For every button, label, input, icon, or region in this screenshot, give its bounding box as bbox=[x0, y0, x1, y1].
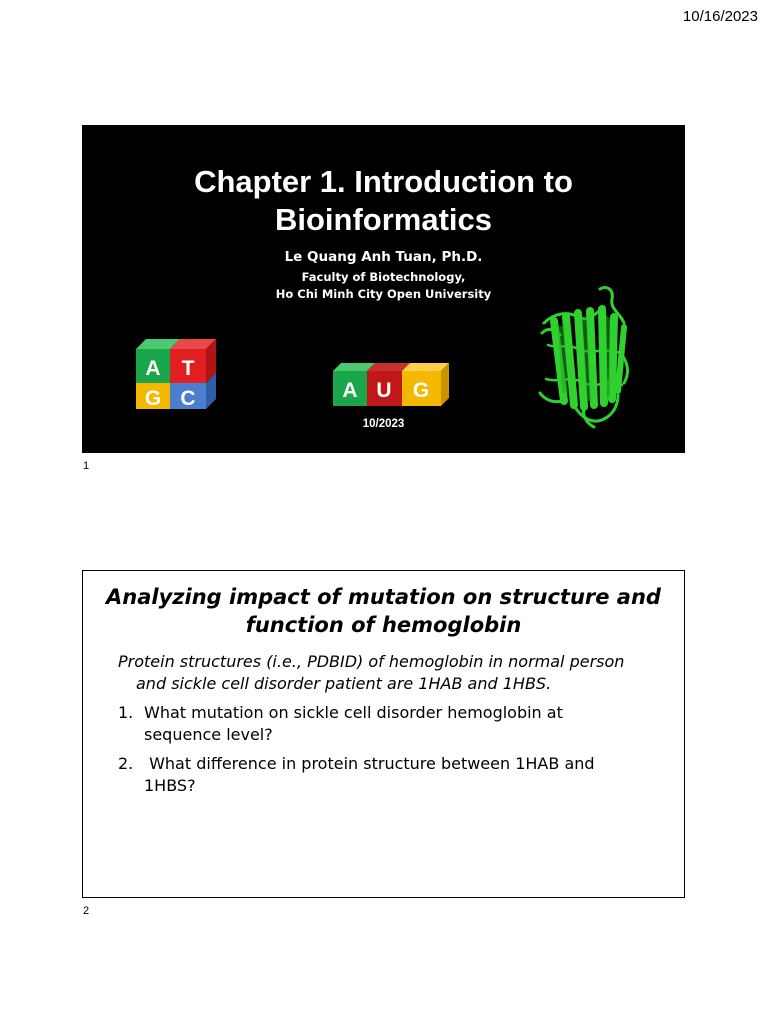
slide2-title bbox=[83, 583, 684, 639]
document-date: 10/16/2023 bbox=[682, 8, 758, 25]
dna-letter-a: A bbox=[145, 357, 161, 380]
slide2-title-line1: Analyzing impact of mutation on structure and bbox=[106, 585, 661, 609]
slide2-title-line2: function of hemoglobin bbox=[245, 613, 522, 637]
codon-letter-a: A bbox=[342, 379, 358, 402]
question-number: 1. bbox=[118, 703, 134, 722]
question-number: 2. bbox=[118, 754, 134, 773]
dna-letter-g: G bbox=[144, 387, 162, 410]
question-text-line1: What difference in protein structure between 1HAB and bbox=[144, 754, 595, 773]
affiliation-line2: Ho Chi Minh City Open University bbox=[275, 287, 492, 301]
dna-letter-t: T bbox=[181, 357, 195, 380]
content-slide bbox=[82, 570, 685, 898]
slide-date: 10/2023 bbox=[362, 418, 405, 430]
title-slide bbox=[82, 125, 685, 453]
slide-title-line1: Chapter 1. Introduction to bbox=[194, 164, 573, 199]
dna-cube-icon bbox=[134, 331, 220, 411]
page-number-1: 1 bbox=[83, 460, 90, 472]
intro-line2: and sickle cell disorder patient are 1HAB and 1HBS. bbox=[136, 674, 552, 693]
affiliation-line1: Faculty of Biotechnology, bbox=[301, 270, 466, 284]
protein-structure-icon bbox=[534, 283, 634, 429]
question-text-line1: What mutation on sickle cell disorder hemoglobin at bbox=[144, 703, 563, 722]
question-text-line2: sequence level? bbox=[144, 725, 273, 744]
question-text-line2: 1HBS? bbox=[144, 776, 196, 795]
intro-line1: Protein structures (i.e., PDBID) of hemoglobin in normal person bbox=[118, 652, 625, 671]
codon-letter-u: U bbox=[376, 379, 392, 402]
intro-paragraph bbox=[118, 651, 658, 695]
author-name: Le Quang Anh Tuan, Ph.D. bbox=[284, 249, 483, 265]
page-number-2: 2 bbox=[83, 905, 90, 917]
slide-title bbox=[82, 163, 685, 239]
slide-title-line2: Bioinformatics bbox=[274, 202, 493, 237]
codon-blocks-icon bbox=[332, 361, 452, 407]
codon-letter-g: G bbox=[412, 379, 430, 402]
dna-letter-c: C bbox=[180, 387, 196, 410]
